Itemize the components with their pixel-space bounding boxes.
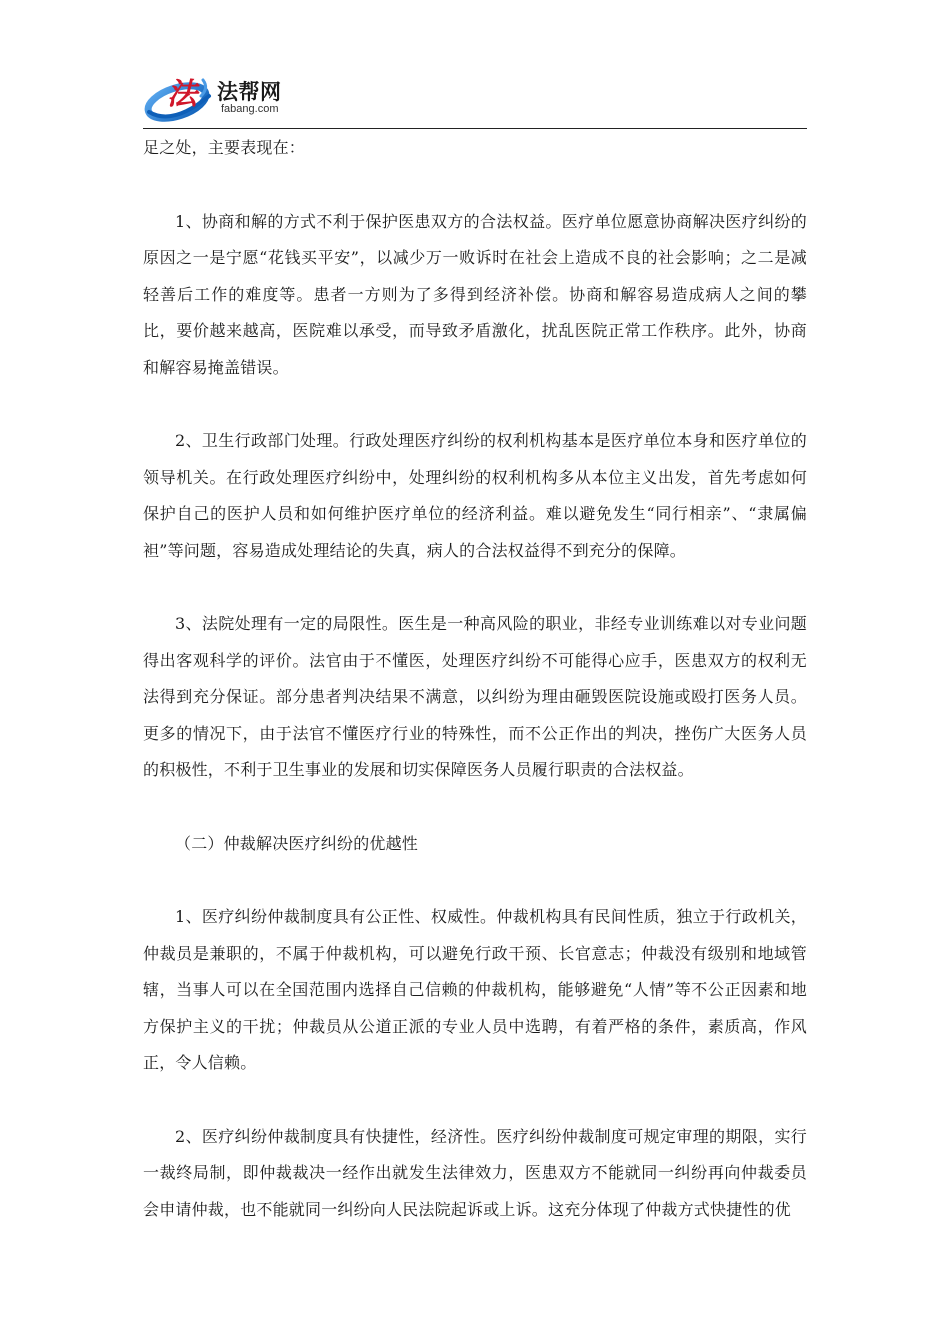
paragraph-court: 3、法院处理有一定的局限性。医生是一种高风险的职业，非经专业训练难以对专业问题得出客观科学的评价。法官由于不懂医，处理医疗纠纷不可能得心应手，医患双方的权利无法得到充分保证。部分患者判决结果不满意，以纠纷为理由砸毁医院设施或殴打医务人员。更多的情况下，由于法官不懂医疗行业的特殊性，而不公正作出的判决，挫伤广大医务人员的积极性，不利于卫生事业的发展和切实保障医务人员履行职责的合法权益。: [143, 614, 807, 779]
paragraph-gap: [143, 386, 807, 423]
fabang-logo-icon: [143, 66, 215, 126]
paragraph-administrative: 2、卫生行政部门处理。行政处理医疗纠纷的权利机构基本是医疗单位本身和医疗单位的领导机关。在行政处理医疗纠纷中，处理纠纷的权利机构多从本位主义出发，首先考虑如何保护自己的医护人员和如何维护医疗单位的经济利益。难以避免发生“同行相亲”、“隶属偏袒”等问题，容易造成处理结论的失真，病人的合法权益得不到充分的保障。: [143, 431, 807, 560]
logo-glyph: 法: [167, 77, 197, 112]
paragraph-gap: [143, 569, 807, 606]
paragraph-gap: [143, 1082, 807, 1119]
header-divider: [143, 128, 807, 129]
paragraph-fairness: 1、医疗纠纷仲裁制度具有公正性、权威性。仲裁机构具有民间性质，独立于行政机关，仲裁员是兼职的，不属于仲裁机构，可以避免行政干预、长官意志；仲裁没有级别和地域管辖，当事人可以在全国范围内选择自己信赖的仲裁机构，能够避免“人情”等不公正因素和地方保护主义的干扰；仲裁员从公道正派的专业人员中选聘，有着严格的条件，素质高，作风正，令人信赖。: [143, 907, 807, 1072]
document-body: [143, 130, 807, 1228]
paragraph-gap: [143, 167, 807, 204]
logo-title: 法帮网: [217, 80, 282, 104]
paragraph-intro-continuation: 足之处，主要表现在：: [143, 138, 306, 157]
logo-domain: fabang.com: [221, 103, 279, 115]
paragraph-efficiency: 2、医疗纠纷仲裁制度具有快捷性，经济性。医疗纠纷仲裁制度可规定审理的期限，实行一裁终局制，即仲裁裁决一经作出就发生法律效力，医患双方不能就同一纠纷再向仲裁委员会申请仲裁，也不能就同一纠纷向人民法院起诉或上诉。这充分体现了仲裁方式快捷性的优: [143, 1126, 807, 1219]
paragraph-gap: [143, 789, 807, 826]
fabang-logo[interactable]: [143, 62, 313, 126]
section-heading-arbitration: （二）仲裁解决医疗纠纷的优越性: [175, 833, 419, 853]
paragraph-gap: [143, 862, 807, 899]
page-header: [143, 62, 807, 130]
paragraph-negotiation: 1、协商和解的方式不利于保护医患双方的合法权益。医疗单位愿意协商解决医疗纠纷的原因之一是宁愿“花钱买平安”，以减少万一败诉时在社会上造成不良的社会影响；之二是减轻善后工作的难度等。患者一方则为了多得到经济补偿。协商和解容易造成病人之间的攀比，要价越来越高，医院难以承受，而导致矛盾激化，扰乱医院正常工作秩序。此外，协商和解容易掩盖错误。: [143, 211, 807, 377]
